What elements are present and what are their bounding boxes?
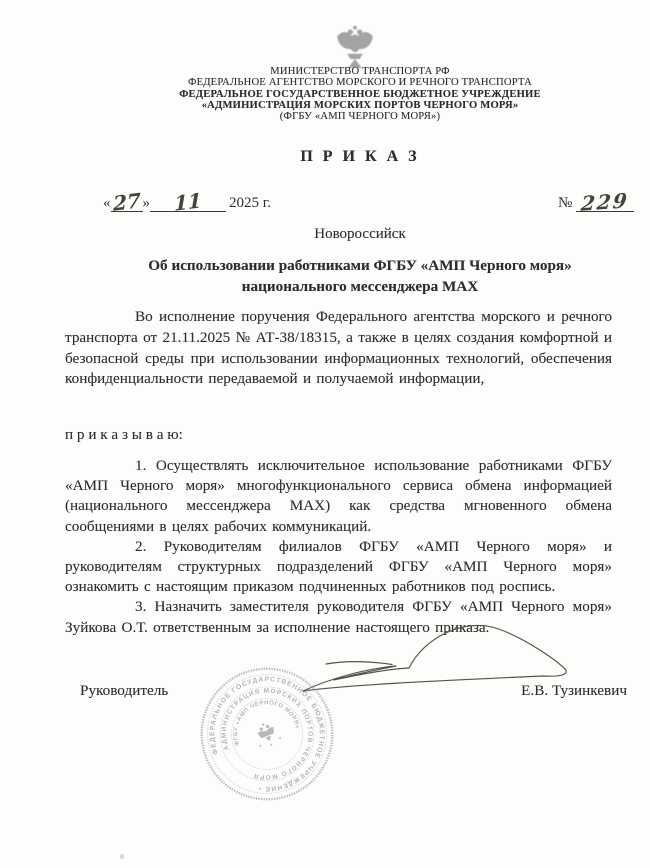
stamp-mid-ring-text: АДМИНИСТРАЦИЯ МОРСКИХ ПОРТОВ ЧЕРНОГО МОРЯ xyxy=(220,687,314,781)
handwritten-month: 11 xyxy=(173,188,203,216)
item-1-text: Осуществлять исключительное использование работниками ФГБУ «АМП Черного моря» многофункционального сервиса обмена информацией (национального мессенджера MAX) как средства мгновенного обмена сообщениями в целях рабочих коммуникаций. xyxy=(65,457,613,535)
date-month-blank xyxy=(150,188,226,216)
stamp-center-eagle-icon xyxy=(252,719,282,750)
handwritten-day: 27 xyxy=(112,188,141,216)
document-type-title: П Р И К А З xyxy=(300,148,420,165)
scan-speck xyxy=(120,854,124,859)
letterhead-ministry: МИНИСТЕРСТВО ТРАНСПОРТА РФ xyxy=(270,66,450,77)
letterhead-institution-type: ФЕДЕРАЛЬНОЕ ГОСУДАРСТВЕННОЕ БЮДЖЕТНОЕ УЧРЕЖДЕНИЕ xyxy=(179,88,541,100)
date-day-blank xyxy=(111,188,143,216)
city-line: Новороссийск xyxy=(314,226,406,242)
preamble-paragraph: Во исполнение поручения Федерального агентства морского и речного транспорта от 21.11.2025 № АТ-38/18315, а также в целях создания комфортной и безопасной среды при использовании информационных технологий, обеспечения конфиденциальности передаваемой и получаемой информации, xyxy=(65,308,612,388)
date-open-quote: « xyxy=(103,195,111,211)
number-label: № xyxy=(558,195,573,211)
directive-word: п р и к а з ы в а ю: xyxy=(65,426,183,443)
signer-position-title: Руководитель xyxy=(80,682,169,699)
date-close-quote: » xyxy=(142,195,150,211)
item-2-text: Руководителям филиалов ФГБУ «АМП Черного моря» и руководителям структурных подразделений ФГБУ «АМП Черного моря» ознакомить с настоящим приказом подчиненных работников под роспись. xyxy=(65,537,613,596)
order-item-1 xyxy=(65,456,612,537)
stamp-outer-ring-text: ФЕДЕРАЛЬНОЕ ГОСУДАРСТВЕННОЕ БЮДЖЕТНОЕ УЧРЕЖДЕНИЕ • xyxy=(209,676,325,792)
date-number-row xyxy=(0,190,650,220)
subject-title xyxy=(80,256,640,297)
date-year: 2025 г. xyxy=(229,195,271,211)
item-3-text: Назначить заместителя руководителя ФГБУ «АМП Черного моря» Зуйкова О.Т. ответственным за исполнение настоящего приказа. xyxy=(65,598,613,636)
letterhead-institution-short: (ФГБУ «АМП ЧЕРНОГО МОРЯ») xyxy=(279,111,441,123)
letterhead-institution-name: «АДМИНИСТРАЦИЯ МОРСКИХ ПОРТОВ ЧЕРНОГО МОРЯ» xyxy=(201,99,519,111)
item-2-number: 2. xyxy=(135,537,147,555)
subject-line-1: Об использовании работниками ФГБУ «АМП Черного моря» xyxy=(148,257,572,274)
coat-of-arms-icon xyxy=(334,24,376,70)
order-number-line xyxy=(558,188,634,216)
letterhead-agency: ФЕДЕРАЛЬНОЕ АГЕНТСТВО МОРСКОГО И РЕЧНОГО ТРАНСПОРТА xyxy=(188,77,532,89)
item-3-number: 3. xyxy=(135,598,147,616)
subject-line-2: национального мессенджера MAX xyxy=(241,277,479,295)
round-seal-stamp-icon xyxy=(195,662,339,806)
handwritten-number: 229 xyxy=(579,188,631,216)
signer-name: Е.В. Тузинкевич xyxy=(521,682,627,699)
number-blank xyxy=(576,188,634,216)
date-line xyxy=(103,188,271,216)
item-1-number: 1. xyxy=(135,457,147,474)
letterhead xyxy=(80,66,640,122)
order-item-2 xyxy=(65,537,612,598)
stamp-inner-ring-text: ФГБУ «АМП ЧЕРНОГО МОРЯ» xyxy=(233,700,301,747)
